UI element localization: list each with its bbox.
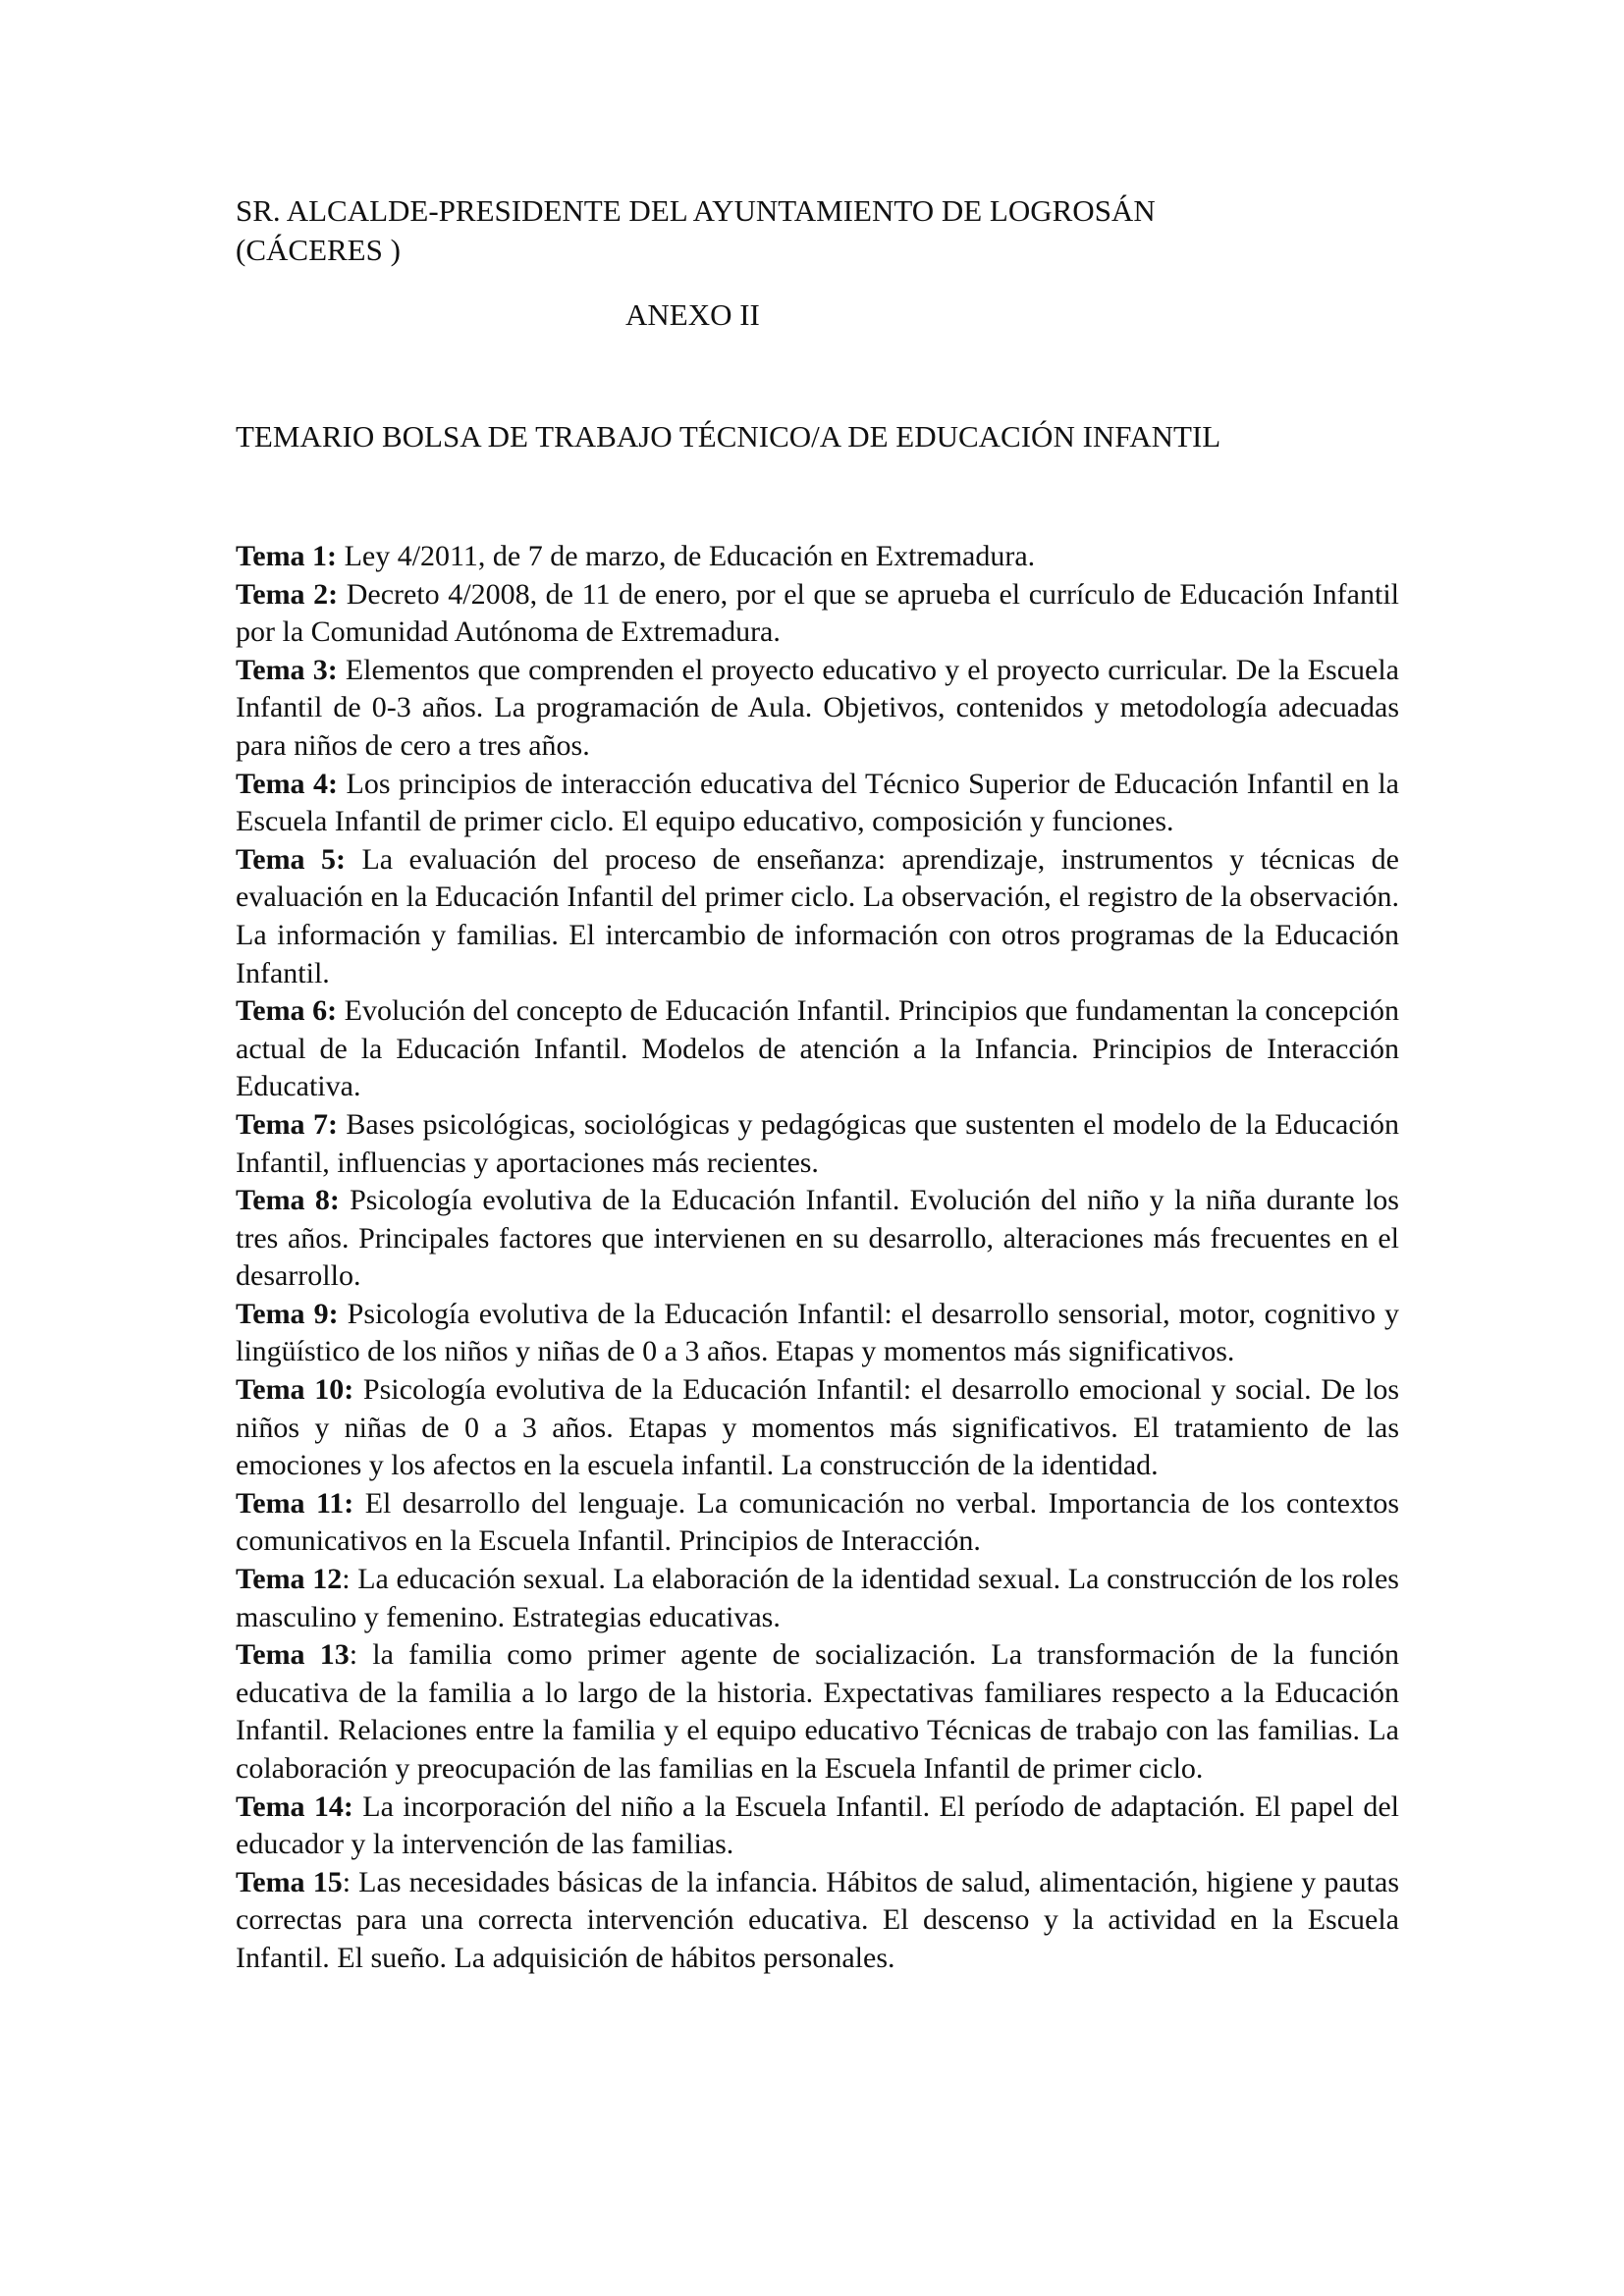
topic-list — [236, 538, 1399, 1978]
topic-text: El desarrollo del lenguaje. La comunicación no verbal. Importancia de los contextos comunicativos en la Escuela Infantil. Principios de Interacción. — [236, 1486, 1399, 1558]
topic-text: Ley 4/2011, de 7 de marzo, de Educación en Extremadura. — [337, 540, 1036, 572]
topic-text: Elementos que comprenden el proyecto educativo y el proyecto curricular. De la Escuela Infantil de 0-3 años. La programación de Aula. Objetivos, contenidos y metodología adecuadas para niños de cero a tres años. — [236, 653, 1399, 762]
topic-text: : la familia como primer agente de socialización. La transformación de la función educativa de la familia a lo largo de la historia. Expectativas familiares respecto a la Educación Infantil. Relaciones entre la familia y el equipo educativo Técnicas de trabajo con las familias. La colaboración y preocupación de las familias en la Escuela Infantil de primer ciclo. — [236, 1638, 1399, 1785]
topic-text: La evaluación del proceso de enseñanza: aprendizaje, instrumentos y técnicas de evaluación en la Educación Infantil del primer ciclo. La observación, el registro de la observación. La información y familias. El intercambio de información con otros programas de la Educación Infantil. — [236, 842, 1399, 989]
topic-label: Tema 15 — [236, 1865, 343, 1898]
topic-item — [236, 1296, 1399, 1371]
topic-item — [236, 841, 1399, 992]
topic-item — [236, 1106, 1399, 1182]
topic-text: : La educación sexual. La elaboración de la identidad sexual. La construcción de los roles masculino y femenino. Estrategias educativas. — [236, 1563, 1399, 1633]
topic-label: Tema 14: — [236, 1789, 353, 1823]
topic-item — [236, 538, 1399, 576]
document-title: TEMARIO BOLSA DE TRABAJO TÉCNICO/A DE EDUCACIÓN INFANTIL — [236, 419, 1221, 454]
topic-item — [236, 1636, 1399, 1788]
topic-label: Tema 12 — [236, 1563, 343, 1596]
topic-text: Psicología evolutiva de la Educación Infantil: el desarrollo sensorial, motor, cognitivo y lingüístico de los niños y niñas de 0 a 3 años. Etapas y momentos más significativos. — [236, 1297, 1399, 1368]
topic-label: Tema 10: — [236, 1373, 354, 1407]
addressee-line: SR. ALCALDE-PRESIDENTE DEL AYUNTAMIENTO DE LOGROSÁN — [236, 193, 1156, 228]
topic-text: La incorporación del niño a la Escuela Infantil. El período de adaptación. El papel del educador y la intervención de las familias. — [236, 1789, 1399, 1861]
topic-item — [236, 1789, 1399, 1864]
addressee-province: (CÁCERES ) — [236, 233, 401, 267]
topic-label: Tema 13 — [236, 1638, 350, 1672]
topic-text: Bases psicológicas, sociológicas y pedagógicas que sustenten el modelo de la Educación Infantil, influencias y aportaciones más recientes. — [236, 1107, 1399, 1179]
topic-label: Tema 3: — [236, 653, 338, 686]
topic-item — [236, 576, 1399, 652]
topic-item — [236, 1182, 1399, 1296]
topic-item — [236, 1561, 1399, 1636]
topic-item — [236, 1485, 1399, 1561]
topic-item — [236, 766, 1399, 841]
topic-item — [236, 1864, 1399, 1978]
topic-text: Decreto 4/2008, de 11 de enero, por el que se aprueba el currículo de Educación Infantil por la Comunidad Autónoma de Extremadura. — [236, 577, 1399, 649]
topic-text: Psicología evolutiva de la Educación Infantil. Evolución del niño y la niña durante los tres años. Principales factores que intervienen en su desarrollo, alteraciones más frecuentes en el desarrollo. — [236, 1184, 1399, 1293]
annex-heading: ANEXO II — [625, 297, 760, 332]
topic-text: Evolución del concepto de Educación Infantil. Principios que fundamentan la concepción actual de la Educación Infantil. Modelos de atención a la Infancia. Principios de Interacción Educativa. — [236, 994, 1399, 1103]
topic-label: Tema 9: — [236, 1297, 339, 1330]
topic-text: : Las necesidades básicas de la infancia. Hábitos de salud, alimentación, higiene y pautas correctas para una correcta intervención educativa. El descenso y la actividad en la Escuela Infantil. El sueño. La adquisición de hábitos personales. — [236, 1865, 1399, 1974]
topic-label: Tema 1: — [236, 540, 338, 572]
topic-item — [236, 1371, 1399, 1485]
topic-label: Tema 6: — [236, 994, 338, 1028]
topic-text: Los principios de interacción educativa del Técnico Superior de Educación Infantil en la Escuela Infantil de primer ciclo. El equipo educativo, composición y funciones. — [236, 767, 1399, 838]
topic-item — [236, 652, 1399, 766]
topic-label: Tema 4: — [236, 767, 339, 800]
topic-label: Tema 11: — [236, 1486, 354, 1520]
topic-label: Tema 2: — [236, 577, 339, 611]
topic-label: Tema 8: — [236, 1184, 340, 1217]
topic-item — [236, 992, 1399, 1106]
topic-text: Psicología evolutiva de la Educación Infantil: el desarrollo emocional y social. De los niños y niñas de 0 a 3 años. Etapas y momentos más significativos. El tratamiento de las emociones y los afectos en la escuela infantil. La construcción de la identidad. — [236, 1373, 1399, 1482]
topic-label: Tema 7: — [236, 1107, 338, 1141]
topic-label: Tema 5: — [236, 842, 346, 876]
